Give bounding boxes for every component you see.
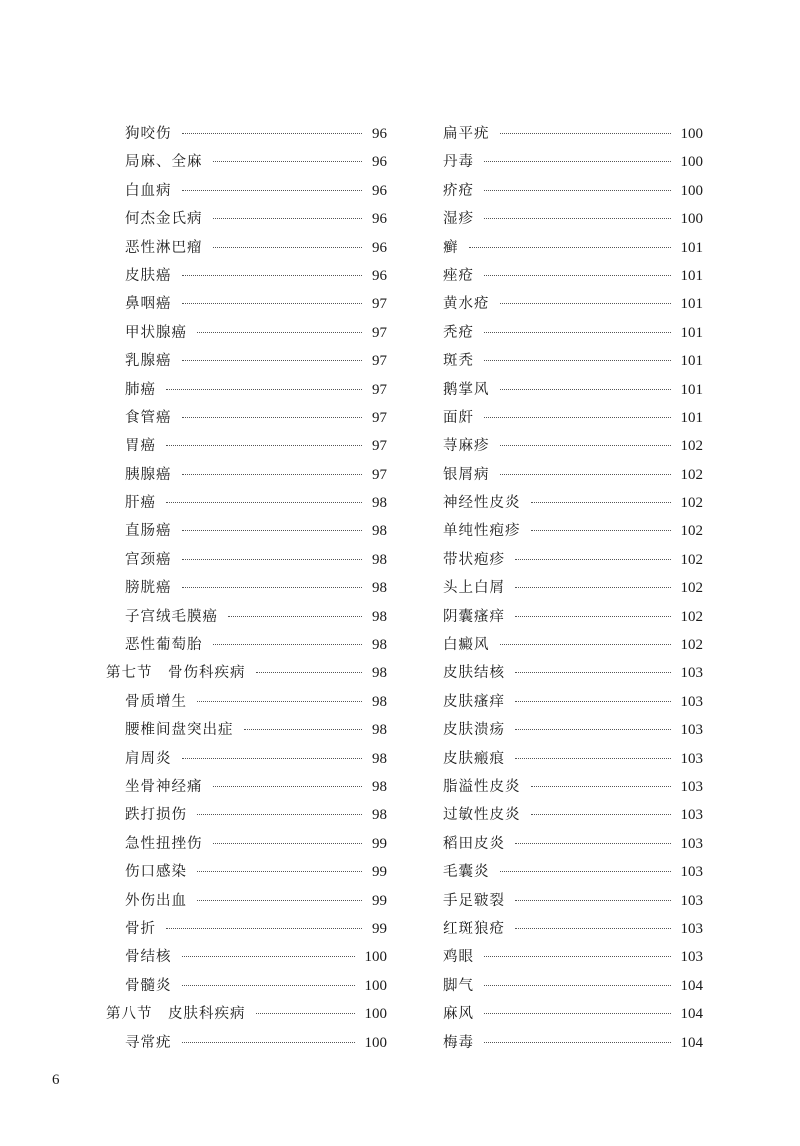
toc-entry	[106, 461, 387, 489]
dot-leader	[213, 161, 363, 162]
toc-entry	[443, 546, 703, 574]
dot-leader	[484, 1013, 671, 1014]
toc-entry	[443, 290, 703, 318]
toc-entry	[443, 915, 703, 943]
toc-entry	[443, 631, 703, 659]
toc-entry-page: 97	[372, 466, 387, 483]
toc-entry-page: 101	[680, 239, 703, 256]
dot-leader	[484, 1042, 671, 1043]
toc-entry-label: 骨结核	[125, 949, 172, 966]
toc-entry-label: 膀胱癌	[125, 580, 172, 597]
toc-entry-label: 骨髓炎	[125, 977, 172, 994]
toc-entry-label: 乳腺癌	[125, 353, 172, 370]
toc-entry-label: 面皯	[443, 409, 474, 426]
toc-entry-label: 阴囊瘙痒	[443, 608, 505, 625]
toc-entry-label: 甲状腺癌	[125, 324, 187, 341]
toc-entry	[443, 801, 703, 829]
toc-entry-page: 102	[680, 551, 703, 568]
toc-entry-page: 100	[680, 154, 703, 171]
toc-entry	[106, 489, 387, 517]
toc-entry-label: 狗咬伤	[125, 126, 172, 142]
toc-entry-label: 食管癌	[125, 409, 172, 426]
toc-entry	[443, 489, 703, 517]
toc-entry-label: 宫颈癌	[125, 551, 172, 568]
toc-entry-label: 鸡眼	[443, 949, 474, 966]
toc-entry-page: 100	[364, 1006, 387, 1023]
toc-entry-label: 伤口感染	[125, 864, 187, 881]
toc-entry	[106, 972, 387, 1000]
toc-entry-page: 97	[372, 409, 387, 426]
toc-entry-page: 96	[372, 211, 387, 228]
toc-entry-page: 102	[680, 466, 703, 483]
dot-leader	[166, 928, 362, 929]
toc-entry-label: 毛囊炎	[443, 864, 490, 881]
toc-entry-page: 98	[372, 693, 387, 710]
toc-entry-page: 103	[680, 835, 703, 852]
dot-leader	[182, 303, 363, 304]
dot-leader	[500, 871, 671, 872]
dot-leader	[166, 445, 362, 446]
toc-entry-page: 97	[372, 353, 387, 370]
toc-entry	[443, 205, 703, 233]
toc-entry	[106, 148, 387, 176]
dot-leader	[244, 729, 363, 730]
toc-entry-label: 寻常疣	[125, 1034, 172, 1051]
toc-entry-page: 97	[372, 381, 387, 398]
toc-entry-page: 101	[680, 267, 703, 284]
toc-entry-label: 胰腺癌	[125, 466, 172, 483]
toc-entry	[443, 574, 703, 602]
toc-entry-label: 外伤出血	[125, 892, 187, 909]
toc-entry-label: 皮肤瘢痕	[443, 750, 505, 767]
dot-leader	[166, 502, 362, 503]
dot-leader	[515, 559, 671, 560]
dot-leader	[484, 190, 671, 191]
toc-entry-label: 恶性淋巴瘤	[125, 239, 203, 256]
toc-entry-page: 96	[372, 239, 387, 256]
dot-leader	[182, 985, 355, 986]
toc-entry-page: 100	[364, 949, 387, 966]
toc-entry-label: 单纯性疱疹	[443, 523, 521, 540]
toc-entry-page: 99	[372, 864, 387, 881]
toc-entry-page: 99	[372, 920, 387, 937]
toc-entry-page: 100	[364, 1034, 387, 1051]
toc-entry-page: 98	[372, 608, 387, 625]
toc-entry-label: 过敏性皮炎	[443, 807, 521, 824]
toc-entry-page: 98	[372, 807, 387, 824]
toc-entry-page: 101	[680, 353, 703, 370]
toc-entry	[443, 830, 703, 858]
dot-leader	[182, 417, 363, 418]
toc-entry	[443, 1029, 703, 1057]
dot-leader	[515, 672, 671, 673]
toc-entry-label: 急性扭挫伤	[125, 835, 203, 852]
toc-entry	[106, 858, 387, 886]
toc-entry	[443, 659, 703, 687]
toc-entry-label: 鹅掌风	[443, 381, 490, 398]
toc-entry-label: 子宫绒毛膜癌	[125, 608, 218, 625]
toc-entry-label: 跌打损伤	[125, 807, 187, 824]
toc-entry-label: 腰椎间盘突出症	[125, 722, 234, 739]
toc-entry	[106, 546, 387, 574]
toc-entry-label: 直肠癌	[125, 523, 172, 540]
toc-entry	[106, 887, 387, 915]
dot-leader	[182, 474, 363, 475]
toc-entry-page: 102	[680, 438, 703, 455]
toc-entry-page: 103	[680, 693, 703, 710]
toc-entry-page: 102	[680, 608, 703, 625]
dot-leader	[256, 672, 363, 673]
dot-leader	[182, 758, 363, 759]
toc-entry	[106, 773, 387, 801]
dot-leader	[484, 417, 671, 418]
dot-leader	[531, 786, 671, 787]
toc-entry	[106, 574, 387, 602]
dot-leader	[469, 247, 671, 248]
dot-leader	[213, 843, 363, 844]
dot-leader	[515, 928, 671, 929]
dot-leader	[484, 332, 671, 333]
toc-entry-label: 皮肤结核	[443, 665, 505, 682]
toc-entry-label: 痤疮	[443, 267, 474, 284]
toc-entry	[443, 432, 703, 460]
dot-leader	[515, 616, 671, 617]
dot-leader	[256, 1013, 355, 1014]
toc-entry	[106, 1029, 387, 1057]
toc-entry	[106, 745, 387, 773]
toc-entry	[443, 745, 703, 773]
toc-entry-page: 103	[680, 807, 703, 824]
toc-entry	[106, 915, 387, 943]
toc-entry-label: 白癜风	[443, 637, 490, 654]
dot-leader	[484, 360, 671, 361]
dot-leader	[500, 474, 671, 475]
toc-entry	[443, 376, 703, 404]
dot-leader	[182, 530, 363, 531]
toc-entry	[443, 972, 703, 1000]
dot-leader	[228, 616, 362, 617]
dot-leader	[166, 389, 362, 390]
toc-entry	[443, 716, 703, 744]
dot-leader	[182, 190, 363, 191]
dot-leader	[213, 247, 363, 248]
toc-entry	[443, 887, 703, 915]
toc-entry-page: 100	[680, 126, 703, 142]
dot-leader	[484, 275, 671, 276]
toc-entry	[106, 234, 387, 262]
toc-entry-label: 肺癌	[125, 381, 156, 398]
toc-entry	[443, 461, 703, 489]
toc-entry	[443, 234, 703, 262]
toc-entry-label: 梅毒	[443, 1034, 474, 1051]
toc-entry-page: 96	[372, 267, 387, 284]
dot-leader	[197, 871, 362, 872]
dot-leader	[182, 559, 363, 560]
dot-leader	[515, 729, 671, 730]
dot-leader	[500, 389, 671, 390]
dot-leader	[197, 814, 362, 815]
toc-entry-label: 局麻、全麻	[125, 154, 203, 171]
toc-entry-label: 麻风	[443, 1006, 474, 1023]
toc-entry	[106, 404, 387, 432]
toc-entry-label: 荨麻疹	[443, 438, 490, 455]
toc-entry	[443, 517, 703, 545]
toc-entry	[106, 205, 387, 233]
toc-entry-label: 骨折	[125, 920, 156, 937]
toc-entry-page: 97	[372, 438, 387, 455]
toc-entry-page: 98	[372, 580, 387, 597]
toc-entry-label: 黄水疮	[443, 296, 490, 313]
toc-entry-page: 96	[372, 126, 387, 142]
toc-entry-page: 103	[680, 722, 703, 739]
dot-leader	[182, 587, 363, 588]
toc-entry-label: 皮肤癌	[125, 267, 172, 284]
dot-leader	[500, 445, 671, 446]
toc-entry-page: 100	[680, 182, 703, 199]
dot-leader	[531, 502, 671, 503]
toc-entry-page: 103	[680, 920, 703, 937]
toc-left-column	[106, 120, 387, 1057]
toc-entry	[106, 290, 387, 318]
toc-entry	[443, 177, 703, 205]
toc-entry-label: 癣	[443, 239, 459, 256]
toc-entry	[106, 631, 387, 659]
toc-entry	[443, 943, 703, 971]
toc-entry-page: 100	[364, 977, 387, 994]
toc-entry-label: 恶性葡萄胎	[125, 637, 203, 654]
dot-leader	[197, 332, 362, 333]
toc-entry-label: 肩周炎	[125, 750, 172, 767]
toc-entry	[443, 858, 703, 886]
toc-entry-label: 骨质增生	[125, 693, 187, 710]
dot-leader	[531, 530, 671, 531]
toc-entry-page: 102	[680, 580, 703, 597]
toc-entry	[443, 688, 703, 716]
dot-leader	[197, 900, 362, 901]
toc-entry-label: 第七节 骨伤科疾病	[106, 665, 246, 682]
dot-leader	[182, 275, 363, 276]
toc-entry-label: 白血病	[125, 182, 172, 199]
dot-leader	[182, 360, 363, 361]
toc-entry-label: 银屑病	[443, 466, 490, 483]
toc-entry	[443, 603, 703, 631]
toc-entry	[106, 801, 387, 829]
dot-leader	[213, 218, 363, 219]
dot-leader	[515, 900, 671, 901]
toc-entry-page: 99	[372, 892, 387, 909]
toc-entry-page: 98	[372, 722, 387, 739]
toc-entry-page: 103	[680, 864, 703, 881]
toc-entry	[106, 943, 387, 971]
toc-entry	[106, 517, 387, 545]
dot-leader	[515, 701, 671, 702]
dot-leader	[515, 587, 671, 588]
toc-entry-label: 皮肤溃疡	[443, 722, 505, 739]
toc-entry-label: 第八节 皮肤科疾病	[106, 1006, 246, 1023]
toc-entry-label: 斑秃	[443, 353, 474, 370]
toc-entry-page: 96	[372, 182, 387, 199]
dot-leader	[213, 644, 363, 645]
toc-entry-page: 98	[372, 778, 387, 795]
toc-entry-page: 99	[372, 835, 387, 852]
dot-leader	[531, 814, 671, 815]
dot-leader	[484, 956, 671, 957]
dot-leader	[515, 843, 671, 844]
toc-entry	[443, 120, 703, 148]
toc-entry-page: 100	[680, 211, 703, 228]
toc-entry-label: 脚气	[443, 977, 474, 994]
toc-entry-page: 97	[372, 324, 387, 341]
dot-leader	[484, 985, 671, 986]
toc-section-entry	[106, 1000, 387, 1028]
toc-entry	[443, 148, 703, 176]
toc-entry-page: 102	[680, 637, 703, 654]
toc-entry-label: 何杰金氏病	[125, 211, 203, 228]
dot-leader	[182, 956, 355, 957]
toc-entry	[106, 177, 387, 205]
toc-entry-label: 肝癌	[125, 495, 156, 512]
toc-entry-page: 98	[372, 750, 387, 767]
toc-entry	[106, 716, 387, 744]
dot-leader	[182, 1042, 355, 1043]
toc-entry-page: 103	[680, 750, 703, 767]
toc-entry	[106, 688, 387, 716]
toc-entry-page: 102	[680, 523, 703, 540]
dot-leader	[213, 786, 363, 787]
toc-entry	[106, 830, 387, 858]
toc-entry-label: 胃癌	[125, 438, 156, 455]
toc-entry-label: 湿疹	[443, 211, 474, 228]
dot-leader	[484, 218, 671, 219]
toc-entry-label: 手足皲裂	[443, 892, 505, 909]
dot-leader	[500, 133, 671, 134]
dot-leader	[484, 161, 671, 162]
toc-entry-label: 脂溢性皮炎	[443, 778, 521, 795]
toc-entry-page: 97	[372, 296, 387, 313]
toc-entry-page: 103	[680, 665, 703, 682]
dot-leader	[500, 303, 671, 304]
toc-entry	[443, 404, 703, 432]
toc-entry	[106, 319, 387, 347]
dot-leader	[515, 758, 671, 759]
toc-entry-label: 带状疱疹	[443, 551, 505, 568]
toc-entry	[443, 262, 703, 290]
toc-entry	[443, 1000, 703, 1028]
toc-entry-page: 98	[372, 523, 387, 540]
toc-entry-page: 98	[372, 551, 387, 568]
toc-entry-label: 扁平疣	[443, 126, 490, 142]
toc-entry-label: 鼻咽癌	[125, 296, 172, 313]
toc-entry-page: 96	[372, 154, 387, 171]
toc-entry-label: 皮肤瘙痒	[443, 693, 505, 710]
toc-entry-label: 丹毒	[443, 154, 474, 171]
toc-entry-label: 神经性皮炎	[443, 495, 521, 512]
toc-entry-page: 103	[680, 892, 703, 909]
toc-entry-page: 102	[680, 495, 703, 512]
toc-entry	[443, 773, 703, 801]
toc-entry	[106, 603, 387, 631]
toc-entry-label: 坐骨神经痛	[125, 778, 203, 795]
toc-entry-page: 103	[680, 949, 703, 966]
toc-entry-page: 98	[372, 637, 387, 654]
toc-entry-page: 98	[372, 495, 387, 512]
toc-entry-page: 101	[680, 409, 703, 426]
toc-entry-page: 101	[680, 381, 703, 398]
dot-leader	[197, 701, 362, 702]
toc-entry	[443, 347, 703, 375]
toc-entry-label: 秃疮	[443, 324, 474, 341]
toc-entry-page: 101	[680, 324, 703, 341]
toc-entry-label: 红斑狼疮	[443, 920, 505, 937]
toc-entry-page: 104	[680, 1006, 703, 1023]
toc-entry-label: 稻田皮炎	[443, 835, 505, 852]
toc-entry	[106, 120, 387, 148]
page-number: 6	[52, 1072, 60, 1088]
toc-entry-label: 头上白屑	[443, 580, 505, 597]
toc-right-column	[443, 120, 703, 1057]
toc-entry	[106, 432, 387, 460]
toc-entry-page: 98	[372, 665, 387, 682]
toc-entry	[443, 319, 703, 347]
toc-entry	[106, 347, 387, 375]
toc-section-entry	[106, 659, 387, 687]
toc-entry-page: 101	[680, 296, 703, 313]
toc-entry-page: 103	[680, 778, 703, 795]
toc-entry	[106, 262, 387, 290]
toc-entry-page: 104	[680, 977, 703, 994]
dot-leader	[500, 644, 671, 645]
toc-entry-page: 104	[680, 1034, 703, 1051]
toc-entry	[106, 376, 387, 404]
toc-entry-label: 疥疮	[443, 182, 474, 199]
dot-leader	[182, 133, 363, 134]
